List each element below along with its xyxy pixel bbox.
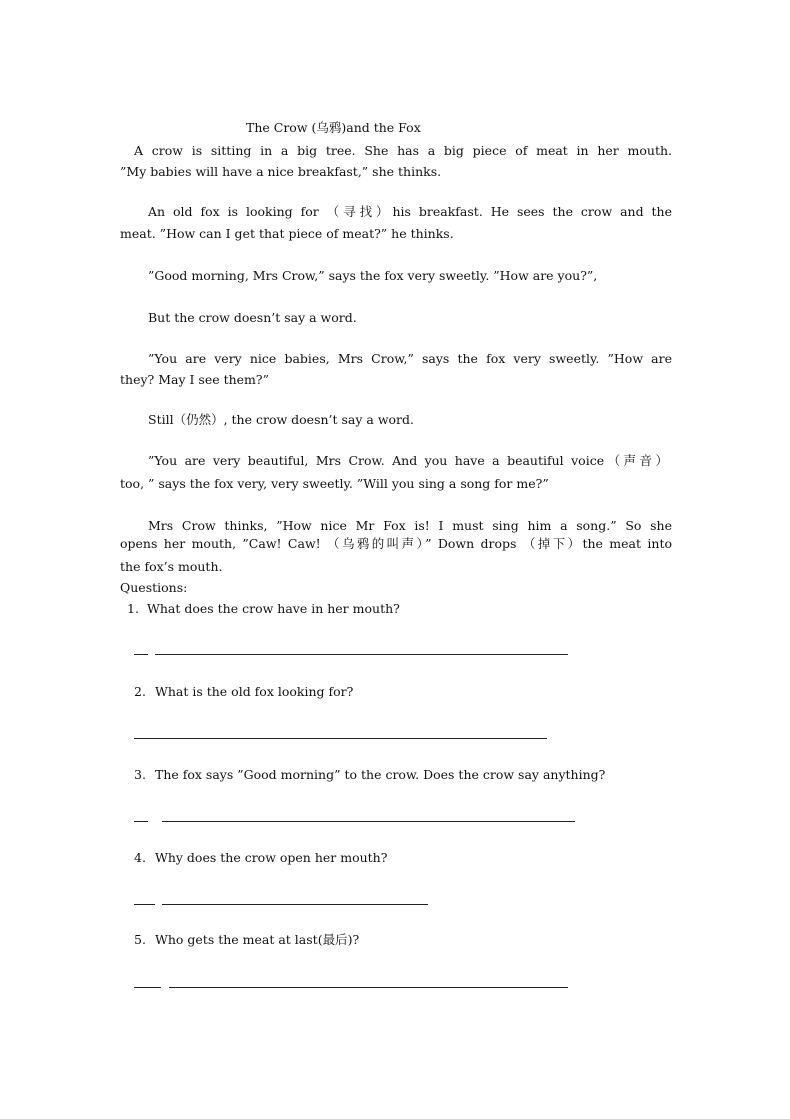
story-paragraph-8-line-1: Mrs Crow thinks, ”How nice Mr Fox is! I must sing him a song.” So she xyxy=(148,518,672,533)
question-5-number: 5. xyxy=(134,932,146,947)
story-paragraph-6: Still（仍然）, the crow doesn’t say a word. xyxy=(148,412,415,427)
story-paragraph-1-line-2: ”My babies will have a nice breakfast,” she thinks. xyxy=(120,164,442,179)
story-title: The Crow (乌鸦)and the Fox xyxy=(246,120,421,135)
story-paragraph-4: But the crow doesn’t say a word. xyxy=(148,310,357,325)
answer-line-3[interactable] xyxy=(162,821,575,822)
question-1-number: 1. xyxy=(127,601,139,616)
answer-line-3-lead[interactable] xyxy=(134,821,148,822)
question-3-text: The fox says ”Good morning” to the crow. Does the crow say anything? xyxy=(155,767,606,782)
question-4-number: 4. xyxy=(134,850,146,865)
story-paragraph-2-line-2: meat. ”How can I get that piece of meat?” he thinks. xyxy=(120,226,454,241)
answer-line-2[interactable] xyxy=(134,738,547,739)
questions-heading: Questions: xyxy=(120,580,188,595)
question-5-text: Who gets the meat at last(最后)? xyxy=(155,932,360,947)
story-paragraph-8-line-2: opens her mouth, ”Caw! Caw! （乌鸦的叫声）” Down drops （掉下）the meat into xyxy=(120,536,672,551)
story-paragraph-3: ”Good morning, Mrs Crow,” says the fox very sweetly. ”How are you?”, xyxy=(148,268,598,283)
question-2-number: 2. xyxy=(134,684,146,699)
story-paragraph-2-line-1: An old fox is looking for （寻找）his breakfast. He sees the crow and the xyxy=(148,204,672,219)
question-2-text: What is the old fox looking for? xyxy=(155,684,354,699)
story-paragraph-8-line-3: the fox’s mouth. xyxy=(120,559,223,574)
answer-line-1[interactable] xyxy=(155,654,568,655)
story-paragraph-1-line-1: A crow is sitting in a big tree. She has a big piece of meat in her mouth. xyxy=(134,143,672,158)
story-paragraph-7-line-1: ”You are very beautiful, Mrs Crow. And you have a beautiful voice（声音） xyxy=(148,453,668,468)
question-4-text: Why does the crow open her mouth? xyxy=(155,850,388,865)
story-paragraph-5-line-2: they? May I see them?” xyxy=(120,372,270,387)
story-paragraph-5-line-1: ”You are very nice babies, Mrs Crow,” says the fox very sweetly. ”How are xyxy=(148,351,672,366)
answer-line-5-lead[interactable] xyxy=(134,987,161,988)
story-paragraph-7-line-2: too, ” says the fox very, very sweetly. ”Will you sing a song for me?” xyxy=(120,476,549,491)
answer-line-4[interactable] xyxy=(162,904,428,905)
question-1-text: What does the crow have in her mouth? xyxy=(147,601,400,616)
question-3-number: 3. xyxy=(134,767,146,782)
answer-line-4-lead[interactable] xyxy=(134,904,155,905)
answer-line-1-lead[interactable] xyxy=(134,654,148,655)
answer-line-5[interactable] xyxy=(169,987,568,988)
